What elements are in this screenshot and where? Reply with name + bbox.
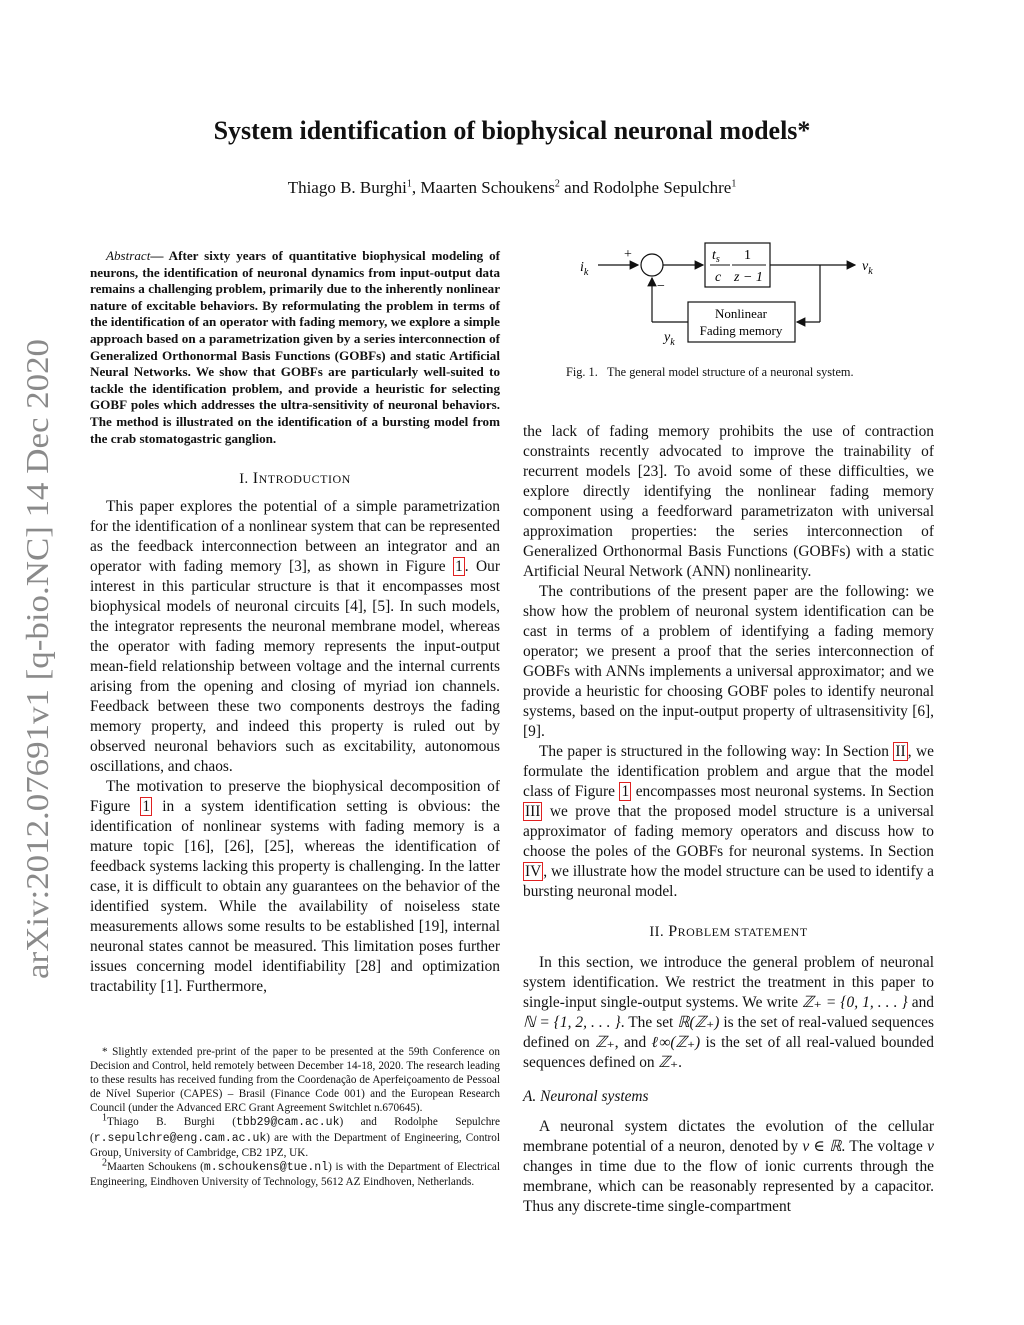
tf-denominator-c: c — [715, 270, 722, 285]
text-run: , we formulate the identification problem and argue that the model class of Figure — [523, 743, 934, 800]
author-1-affil: 1 — [406, 178, 412, 190]
text-run: ) and Rodolphe Sepulchre ( — [90, 1116, 500, 1144]
tf-numerator-1: 1 — [744, 248, 751, 263]
text-run: The motivation to preserve the biophysical decomposition of Figure — [90, 778, 500, 816]
author-2: Maarten Schoukens — [420, 178, 555, 197]
section-number: II. — [649, 924, 669, 940]
arxiv-stamp-text: arXiv:2012.07691v1 [q-bio.NC] 14 Dec 2020 — [19, 392, 55, 979]
output-label: $v_k$ — [862, 259, 873, 277]
input-label: $i_k$ — [580, 260, 589, 278]
block-label-line-1: Nonlinear — [715, 306, 767, 321]
text-run: . — [678, 1054, 682, 1071]
math-real-sequences: ℝ(ℤ₊) — [677, 1014, 720, 1031]
text-run: ) is with the Department of Electrical Engineering, Eindhoven University of Technology, 5612 AZ Eindhoven, Netherlands. — [90, 1160, 500, 1188]
text-run: is the set of real-valued sequences defined on — [523, 1014, 934, 1051]
section-title-initial: P — [668, 923, 678, 940]
intro-paragraph-2 — [90, 777, 500, 997]
author-separator: and — [559, 178, 593, 197]
text-run: The paper is structured in the following way: In Section — [539, 743, 894, 760]
section-title-rest: NTRODUCTION — [258, 472, 351, 487]
figure-1-link[interactable]: 1 — [142, 798, 151, 816]
section-3-link[interactable]: III — [525, 803, 541, 820]
author-3: Rodolphe Sepulchre — [592, 178, 732, 197]
caption-label: Fig. 1. — [566, 365, 598, 379]
math-zplus: ℤ₊ — [658, 1054, 679, 1071]
author-list — [0, 178, 1024, 198]
section-2-link[interactable]: II — [895, 743, 906, 760]
paper-title: System identification of biophysical neuronal models* — [213, 116, 811, 145]
text-run: . The voltage — [841, 1138, 928, 1155]
right-paragraph-4 — [523, 953, 934, 1073]
caption-text: The general model structure of a neuronal system. — [607, 365, 854, 379]
text-run: Thiago B. Burghi ( — [107, 1116, 236, 1129]
right-column — [523, 422, 934, 1217]
abstract-text: After sixty years of quantitative biophysical modeling of neurons, the identification of neuronal dynamics from input-output data remains a challenging problem, primarily due to the inherently nonlinear nature of excitable behaviors. By reformulating the problem in terms of the identification of an operator with fading memory, we explore a simple approach based on a parametrization given by a series interconnection of Generalized Orthonormal Basis Functions (GOBFs) and static Artificial Neural Networks. We show that GOBFs are particularly well-suited to tackle the identification problem, and provide a heuristic for selecting GOBF poles which addresses the ultra-sensitivity of neuronal behaviors. The method is illustrated on the identification of a bursting model from the crab stomatogastric ganglion. — [90, 248, 500, 446]
author-3-affil: 1 — [731, 178, 737, 190]
plus-sign: + — [624, 247, 632, 262]
author-2-affil: 2 — [554, 178, 560, 190]
left-column — [90, 248, 500, 997]
email-link[interactable]: tbb29@cam.ac.uk — [235, 1116, 340, 1130]
text-run: Maarten Schoukens ( — [107, 1160, 204, 1173]
text-run: In this section, we introduce the general problem of neuronal system identification. We restrict the treatment in this paper to single-input single-output systems. We write — [523, 954, 934, 1011]
section-heading-introduction — [90, 469, 500, 489]
block-label-line-2: Fading memory — [699, 323, 783, 338]
abstract-dash: — — [150, 248, 169, 263]
footnote-funding: * Slightly extended pre-print of the paper to be presented at the 59th Conference on Decision and Control, held remotely between December 14-18, 2020. The research leading to these results has received funding from the Coordenação de Aperfeiçoamento de Pessoal de Nível Superior (CAPES) – Brasil (Finance Code 001) and the European Research Council (under the Advanced ERC Grant Agreement Switchlet n.670645). — [90, 1046, 500, 1115]
abstract-label: Abstract — [106, 248, 151, 263]
summing-junction — [641, 254, 663, 276]
email-link[interactable]: m.schoukens@tue.nl — [203, 1160, 329, 1174]
footnote-mark: 2 — [102, 1157, 107, 1169]
text-run: we prove that the proposed model structure is a universal approximator of fading memory operators and discuss how to choose the poles of the GOBFs for neuronal systems. In Section — [523, 803, 934, 860]
text-run: . Our interest in this particular structure is that it encompasses most biophysical models of neuronal circuits [4], [5]. In such models, the integrator represents the neuronal membrane model, whereas the operator with fading memory represents the input-output mean-field relationship between voltage and the internal currents arising from the opening and closing of myriad ion channels. Feedback between these two components destroys the fading memory property, and indeed this property is ruled out by observed neuronal behaviors such as excitability, autonomous oscillations, and chaos. — [90, 558, 500, 776]
text-run: , we illustrate how the model structure can be used to identify a bursting neuronal model. — [523, 863, 934, 900]
section-title-initial: I — [252, 470, 259, 488]
math-naturals: ℕ = {1, 2, . . . } — [523, 1014, 621, 1031]
footnote-affiliation-2 — [90, 1157, 500, 1189]
footnotes — [90, 1045, 500, 1189]
tf-numerator-ts: $t_s$ — [712, 248, 720, 265]
section-number: I. — [239, 471, 253, 488]
text-run: This paper explores the potential of a simple parametrization for the identification of a nonlinear system that can be represented as the feedback interconnection between an integrator and an operator with fading memory [3], as shown in Figure — [90, 498, 500, 576]
footnote-affiliation-1 — [90, 1112, 500, 1159]
arxiv-stamp — [14, 335, 58, 985]
figure-1-caption — [566, 365, 854, 380]
subsection-heading-neuronal-systems: A. Neuronal systems — [523, 1088, 649, 1105]
text-run: and — [907, 994, 935, 1011]
author-1: Thiago B. Burghi — [287, 178, 407, 197]
minus-sign: − — [657, 279, 665, 294]
author-separator: , — [411, 178, 421, 197]
abstract — [90, 248, 500, 447]
intro-paragraph-1 — [90, 497, 500, 777]
figure-1-link[interactable]: 1 — [621, 783, 630, 800]
math-zplus: ℤ₊ — [595, 1034, 615, 1051]
math-v: v — [927, 1138, 934, 1155]
text-run: , and — [614, 1034, 652, 1051]
section-title-rest: ROBLEM STATEMENT — [677, 925, 808, 939]
section-heading-problem-statement — [523, 922, 934, 942]
right-paragraph-1: the lack of fading memory prohibits the use of contraction constraints recently advocated to improve the trainability of recurrent models [23]. To avoid some of these difficulties, we explore directly identifying the nonlinear fading memory component using a feedforward parametrizaton with universal approximation properties: the series interconnection of Generalized Orthonormal Basis Functions (GOBFs) with a static Artificial Neural Network (ANN) nonlinearity. — [523, 423, 934, 580]
math-zplus: ℤ₊ = {0, 1, . . . } — [802, 994, 908, 1011]
text-run: A neuronal system dictates the evolution of the cellular membrane potential of a neuron, denoted by — [523, 1118, 934, 1155]
tf-denominator-z: z − 1 — [734, 270, 763, 285]
right-paragraph-5 — [523, 1117, 934, 1217]
right-paragraph-2: The contributions of the present paper are the following: we show how the problem of neuronal system identification can be cast in terms of a problem of identifying a fading memory operator; we present a proof that the series interconnection of GOBFs with ANNs implements a universal approximator; and we provide a heuristic for choosing GOBF poles to identify neuronal systems, based on the input-output property of ultrasensitivity [6], [9]. — [523, 583, 934, 740]
math-v-in-r: v ∈ ℝ — [802, 1138, 842, 1155]
email-link[interactable]: r.sepulchre@eng.cam.ac.uk — [93, 1131, 267, 1145]
section-4-link[interactable]: IV — [525, 863, 542, 880]
feedback-label: $y_k$ — [664, 330, 675, 348]
text-run: is the set of all real-valued bounded sequences defined on — [523, 1034, 934, 1071]
text-run: encompasses most neuronal systems. In Section — [631, 783, 934, 800]
figure-1 — [560, 240, 920, 350]
footnote-mark: 1 — [102, 1112, 107, 1124]
text-run: . The set — [620, 1014, 678, 1031]
math-linf: ℓ∞(ℤ₊) — [651, 1034, 701, 1051]
right-paragraph-3 — [523, 742, 934, 902]
text-run: in a system identification setting is obvious: the identification of nonlinear systems with fading memory is a mature topic [16], [26], [25], whereas the identification of feedback systems lacking this property is challenging. In the latter case, it is difficult to obtain any guarantees on the behavior of the identified system. While the availability of noiseless state measurements allows some results to be established [19], internal neuronal states cannot be measured. This limitation poses further issues concerning model identifiability [28] and optimization tractability [1]. Furthermore, — [90, 798, 500, 996]
block-diagram — [560, 240, 920, 350]
text-run: ) are with the Department of Engineering, Control Group, University of Cambridge, CB2 1PZ, UK. — [90, 1131, 500, 1159]
text-run: changes in time due to the flow of ionic currents through the membrane, which can be reasonably represented by a capacitor. Thus any discrete-time single-compartment — [523, 1158, 934, 1215]
figure-1-link[interactable]: 1 — [455, 558, 463, 576]
